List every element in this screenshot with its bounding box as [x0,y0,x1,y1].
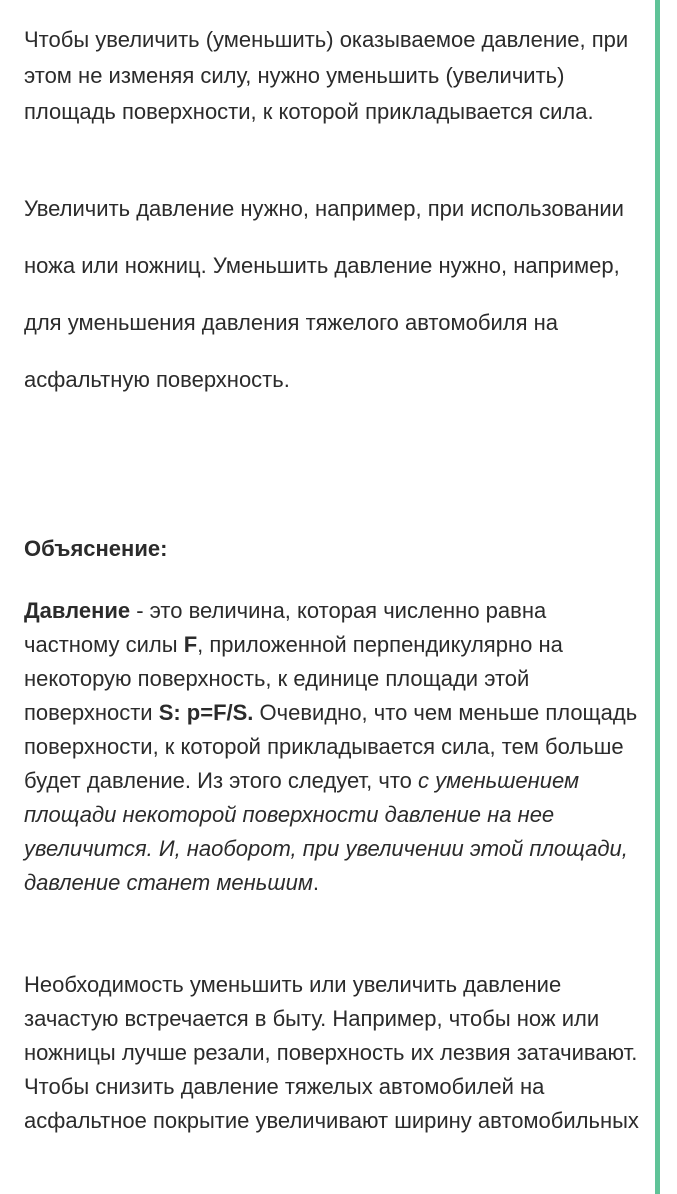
italic-conclusion: с уменьшением площади некоторой поверхности давление на нее увеличится. И, наоборот, при увеличении этой площади, давление станет меньшим [24,768,628,895]
answer-paragraph-1: Чтобы увеличить (уменьшить) оказываемое давление, при этом не изменяя силу, нужно уменьшить (увеличить) площадь поверхности, к которой прикладывается сила. [24,27,629,124]
examples-paragraph: Необходимость уменьшить или увеличить давление зачастую встречается в быту. Например, чтобы нож или ножницы лучше резали, поверхность их лезвия затачивают. Чтобы снизить давление тяжелых автомобилей на асфальтное покрытие увеличивают ширину автомобильных [24,972,639,1133]
end-period: . [312,870,320,895]
force-symbol: F [183,632,198,657]
definition-text-2: , приложенной перпендикулярно на некоторую поверхность, к единице площади этой поверхности [24,632,563,725]
pressure-formula: S: p=F/S. [158,700,254,725]
accent-bar [655,0,660,1194]
term-pressure: Давление [24,598,131,623]
definition-text-3: Очевидно, что чем меньше площадь поверхности, к которой прикладывается сила, тем больше будет давление. Из этого следует, что [24,700,638,793]
explanation-paragraph [24,594,644,900]
explanation-heading: Объяснение: [24,536,168,561]
definition-text-1: - это величина, которая численно равна частному силы [24,598,547,657]
answer-paragraph-2: Увеличить давление нужно, например, при использовании ножа или ножниц. Уменьшить давление нужно, например, для уменьшения давления тяжелого автомобиля на асфальтную поверхность. [24,196,624,392]
